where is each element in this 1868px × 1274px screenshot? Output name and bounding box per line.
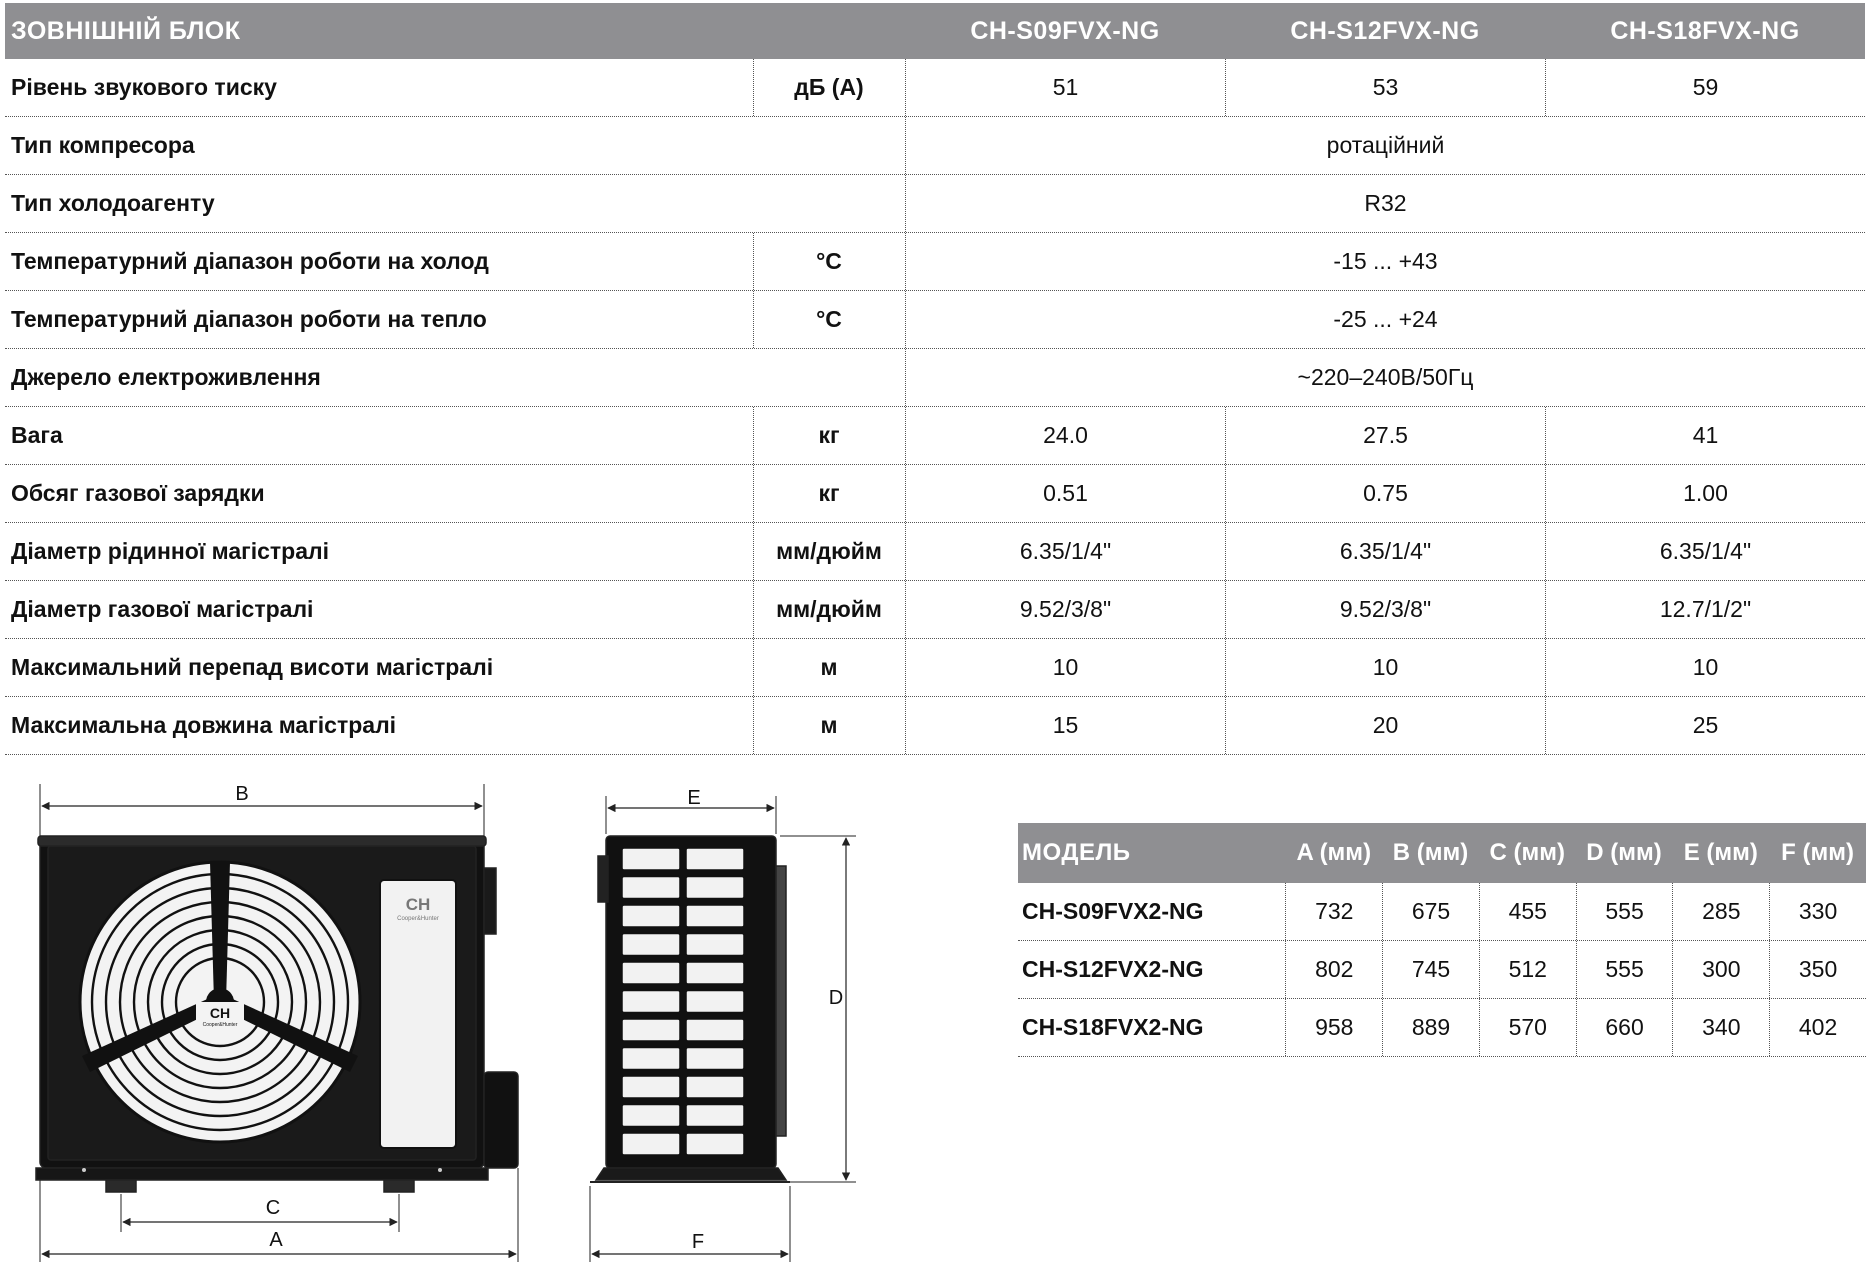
spec-value: 53 (1225, 59, 1545, 116)
spec-param-label: Обсяг газової зарядки (11, 480, 265, 506)
louvre-slot (622, 848, 680, 870)
spec-unit: мм/дюйм (753, 523, 904, 580)
louvre-slot (622, 962, 680, 984)
louvre-slot (622, 877, 680, 899)
spec-param-cell (5, 407, 905, 464)
specs-table (5, 3, 1865, 755)
side-view (590, 796, 856, 1262)
dims-value: 732 (1285, 883, 1382, 940)
spec-row (5, 465, 1865, 523)
louvre-slot (622, 905, 680, 927)
spec-value: 15 (905, 697, 1225, 754)
spec-value: 9.52/3/8" (905, 581, 1225, 638)
spec-merged-value: -15 ... +43 (905, 233, 1865, 290)
louvre-slot (622, 1133, 680, 1155)
louvre-slot (622, 1019, 680, 1041)
spec-value: 24.0 (905, 407, 1225, 464)
spec-value: 51 (905, 59, 1225, 116)
spec-value: 41 (1545, 407, 1865, 464)
spec-row (5, 639, 1865, 697)
specs-header-label: ЗОВНІШНІЙ БЛОК (11, 16, 241, 45)
dims-model: CH-S09FVX2-NG (1022, 898, 1204, 924)
dims-value: 350 (1769, 941, 1866, 998)
spec-value: 10 (1545, 639, 1865, 696)
spec-row (5, 175, 1865, 233)
louvre-slot (686, 962, 744, 984)
spec-merged-value: ротаційний (905, 117, 1865, 174)
spec-param-cell (5, 349, 905, 406)
spec-unit: дБ (А) (753, 59, 904, 116)
spec-param-label: Рівень звукового тиску (11, 74, 277, 100)
dimensions-table (1018, 823, 1866, 1057)
louvre-slot (686, 991, 744, 1013)
spec-unit: мм/дюйм (753, 581, 904, 638)
dims-row (1018, 999, 1866, 1057)
spec-row (5, 59, 1865, 117)
dims-col-d: D (мм) (1586, 839, 1662, 866)
spec-param-cell (5, 291, 905, 348)
dims-value: 340 (1672, 999, 1769, 1056)
spec-merged-value: -25 ... +24 (905, 291, 1865, 348)
dims-col-c: C (мм) (1489, 839, 1566, 866)
dims-value: 660 (1576, 999, 1673, 1056)
dims-row (1018, 941, 1866, 999)
spec-merged-value: R32 (905, 175, 1865, 232)
louvre-slot (622, 1076, 680, 1098)
spec-param-label: Температурний діапазон роботи на холод (11, 248, 489, 274)
spec-param-label: Тип холодоагенту (11, 190, 215, 216)
spec-row (5, 581, 1865, 639)
spec-row (5, 291, 1865, 349)
front-logo: CH (405, 895, 431, 914)
dimension-drawing (0, 770, 1000, 1274)
spec-row (5, 523, 1865, 581)
spec-unit: м (753, 697, 904, 754)
louvre-slot (686, 1076, 744, 1098)
louvre-slot (686, 1105, 744, 1127)
dims-value: 555 (1576, 883, 1673, 940)
dims-rows (1018, 883, 1866, 1057)
spec-value: 12.7/1/2" (1545, 581, 1865, 638)
louvre-slot (686, 905, 744, 927)
louvre-slot (686, 1048, 744, 1070)
spec-row (5, 117, 1865, 175)
spec-value: 10 (905, 639, 1225, 696)
spec-value: 27.5 (1225, 407, 1545, 464)
dims-header-label: МОДЕЛЬ (1022, 839, 1131, 866)
dims-model: CH-S18FVX2-NG (1022, 1014, 1204, 1040)
spec-value: 6.35/1/4" (1225, 523, 1545, 580)
spec-param-label: Максимальний перепад висоти магістралі (11, 654, 494, 680)
dims-col-b: B (мм) (1392, 839, 1469, 866)
front-brand: Cooper&Hunter (397, 916, 439, 922)
louvre-slot (622, 934, 680, 956)
spec-value: 6.35/1/4" (1545, 523, 1865, 580)
louvre-slot (686, 848, 744, 870)
spec-param-cell (5, 117, 905, 174)
louvre-slot (686, 877, 744, 899)
dims-value: 300 (1672, 941, 1769, 998)
spec-param-label: Температурний діапазон роботи на тепло (11, 306, 487, 332)
spec-value: 6.35/1/4" (905, 523, 1225, 580)
dims-value: 402 (1769, 999, 1866, 1056)
dims-value: 512 (1479, 941, 1576, 998)
spec-value: 25 (1545, 697, 1865, 754)
spec-param-label: Діаметр рідинної магістралі (11, 538, 330, 564)
dims-value: 802 (1285, 941, 1382, 998)
spec-param-label: Діаметр газової магістралі (11, 596, 314, 622)
dims-value: 330 (1769, 883, 1866, 940)
louvre-slot (686, 934, 744, 956)
front-view (36, 784, 518, 1262)
dims-value: 455 (1479, 883, 1576, 940)
dim-letter-e: E (687, 787, 701, 809)
dim-letter-b: B (235, 783, 249, 805)
spec-value: 20 (1225, 697, 1545, 754)
spec-param-label: Джерело електроживлення (11, 364, 321, 390)
spec-row (5, 349, 1865, 407)
dims-model: CH-S12FVX2-NG (1022, 956, 1204, 982)
spec-param-cell (5, 59, 905, 116)
louvre-slot (686, 1019, 744, 1041)
spec-unit: кг (753, 407, 904, 464)
spec-param-cell (5, 639, 905, 696)
dims-col-f: F (мм) (1781, 839, 1854, 866)
grille-brand: Cooper&Hunter (202, 1022, 238, 1028)
spec-row (5, 233, 1865, 291)
model-header-3: CH-S18FVX-NG (1610, 16, 1800, 45)
dims-value: 889 (1382, 999, 1479, 1056)
spec-value: 59 (1545, 59, 1865, 116)
spec-value: 1.00 (1545, 465, 1865, 522)
spec-param-cell (5, 175, 905, 232)
louvre-slot (622, 1048, 680, 1070)
spec-unit: °С (753, 233, 904, 290)
dim-letter-d: D (828, 987, 844, 1009)
grille-logo: CH (209, 1005, 231, 1021)
dim-letter-a: A (269, 1229, 283, 1251)
model-header-2: CH-S12FVX-NG (1290, 16, 1480, 45)
dims-header (1018, 823, 1866, 883)
spec-param-cell (5, 523, 905, 580)
dims-value: 958 (1285, 999, 1382, 1056)
louvre-slot (686, 1133, 744, 1155)
spec-param-cell (5, 697, 905, 754)
model-header-1: CH-S09FVX-NG (970, 16, 1160, 45)
louvre-slot (622, 1105, 680, 1127)
spec-value: 0.51 (905, 465, 1225, 522)
dims-value: 570 (1479, 999, 1576, 1056)
spec-param-label: Тип компресора (11, 132, 195, 158)
spec-unit: кг (753, 465, 904, 522)
specs-header (5, 3, 1865, 59)
dims-value: 555 (1576, 941, 1673, 998)
dim-letter-c: C (265, 1197, 281, 1219)
dim-letter-f: F (691, 1231, 705, 1253)
spec-row (5, 697, 1865, 755)
spec-param-cell (5, 465, 905, 522)
spec-param-cell (5, 233, 905, 290)
dims-value: 745 (1382, 941, 1479, 998)
dims-col-a: A (мм) (1296, 839, 1372, 866)
dims-value: 675 (1382, 883, 1479, 940)
spec-param-cell (5, 581, 905, 638)
spec-row (5, 407, 1865, 465)
spec-param-label: Максимальна довжина магістралі (11, 712, 397, 738)
spec-value: 9.52/3/8" (1225, 581, 1545, 638)
spec-unit: °С (753, 291, 904, 348)
dims-row (1018, 883, 1866, 941)
spec-value: 0.75 (1225, 465, 1545, 522)
spec-param-label: Вага (11, 422, 63, 448)
spec-merged-value: ~220–240В/50Гц (905, 349, 1865, 406)
spec-unit: м (753, 639, 904, 696)
spec-value: 10 (1225, 639, 1545, 696)
dims-value: 285 (1672, 883, 1769, 940)
dims-col-e: E (мм) (1683, 839, 1758, 866)
specs-rows (5, 59, 1865, 755)
louvre-slot (622, 991, 680, 1013)
